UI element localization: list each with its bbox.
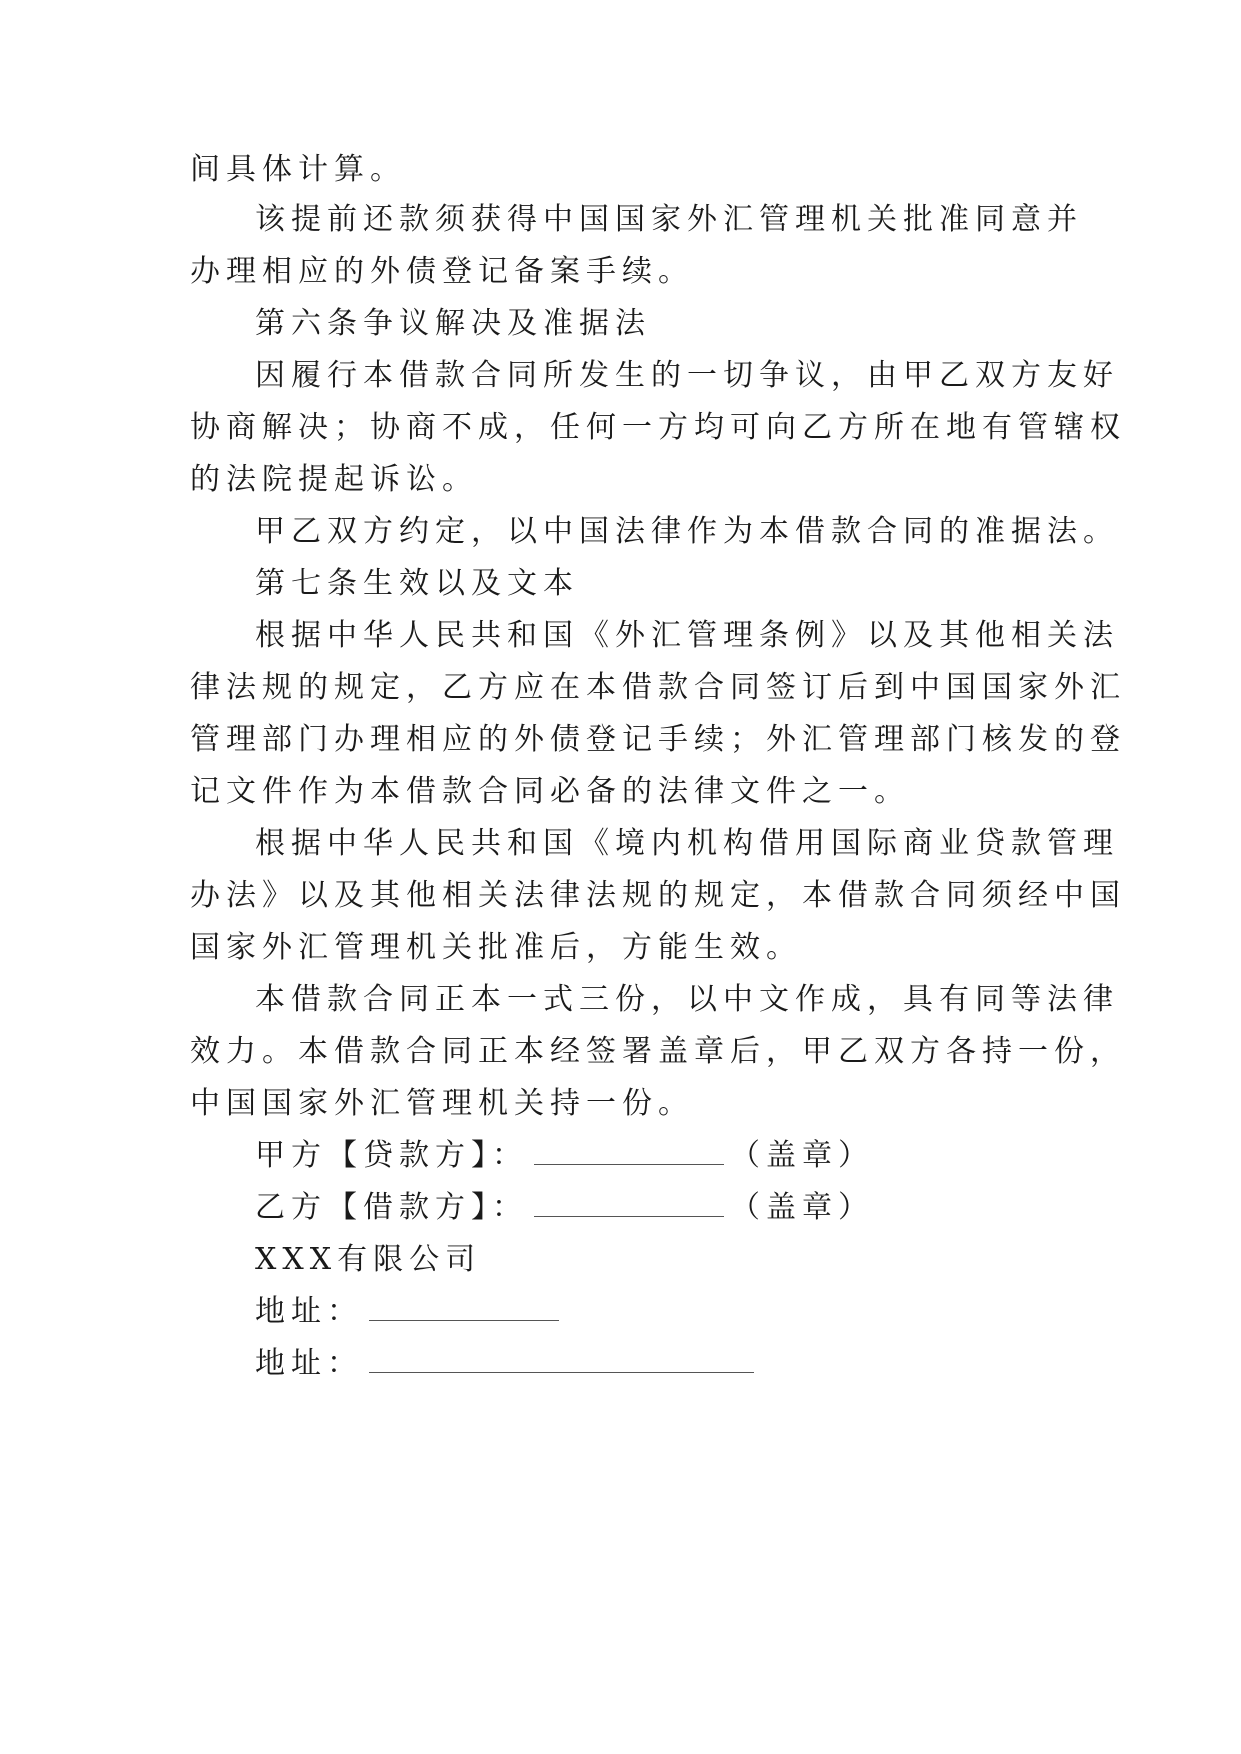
party-a-blank [534,1140,724,1165]
text-line-10: 根据中华人民共和国《外汇管理条例》以及其他相关法 [255,618,1119,653]
text-line-2: 该提前还款须获得中国国家外汇管理机关批准同意并 [255,202,1083,237]
address-line-1 [255,1292,565,1332]
signature-party-b [255,1188,874,1228]
text-line-14: 根据中华人民共和国《境内机构借用国际商业贷款管理 [255,826,1119,861]
section-heading-6: 第六条争议解决及准据法 [255,306,651,341]
address-2-label: 地址： [255,1346,363,1381]
party-a-label: 甲方【贷款方】： [255,1138,528,1173]
text-line-16: 国家外汇管理机关批准后，方能生效。 [190,930,802,965]
text-line-15: 办法》以及其他相关法律法规的规定，本借款合同须经中国 [190,878,1126,913]
text-line-6: 协商解决；协商不成，任何一方均可向乙方所在地有管辖权 [190,410,1126,445]
text-line-5: 因履行本借款合同所发生的一切争议，由甲乙双方友好 [255,358,1119,393]
text-line-11: 律法规的规定，乙方应在本借款合同签订后到中国国家外汇 [190,670,1126,705]
text-line-12: 管理部门办理相应的外债登记手续；外汇管理部门核发的登 [190,722,1126,757]
text-line-13: 记文件作为本借款合同必备的法律文件之一。 [190,774,910,809]
party-b-seal: （盖章） [730,1190,874,1225]
text-line-1: 间具体计算。 [190,152,406,187]
address-2-blank [369,1348,754,1373]
address-line-2 [255,1344,760,1384]
party-b-label: 乙方【借款方】： [255,1190,528,1225]
signature-party-a [255,1136,874,1176]
text-line-7: 的法院提起诉讼。 [190,462,478,497]
text-line-18: 效力。本借款合同正本经签署盖章后，甲乙双方各持一份， [190,1034,1126,1069]
text-line-17: 本借款合同正本一式三份，以中文作成，具有同等法律 [255,982,1119,1017]
text-line-3: 办理相应的外债登记备案手续。 [190,254,694,289]
text-line-8: 甲乙双方约定，以中国法律作为本借款合同的准据法。 [255,514,1119,549]
address-1-blank [369,1296,559,1321]
address-1-label: 地址： [255,1294,363,1329]
company-name: XXX有限公司 [255,1242,482,1277]
section-heading-7: 第七条生效以及文本 [255,566,579,601]
text-line-19: 中国国家外汇管理机关持一份。 [190,1086,694,1121]
party-b-blank [534,1192,724,1217]
party-a-seal: （盖章） [730,1138,874,1173]
